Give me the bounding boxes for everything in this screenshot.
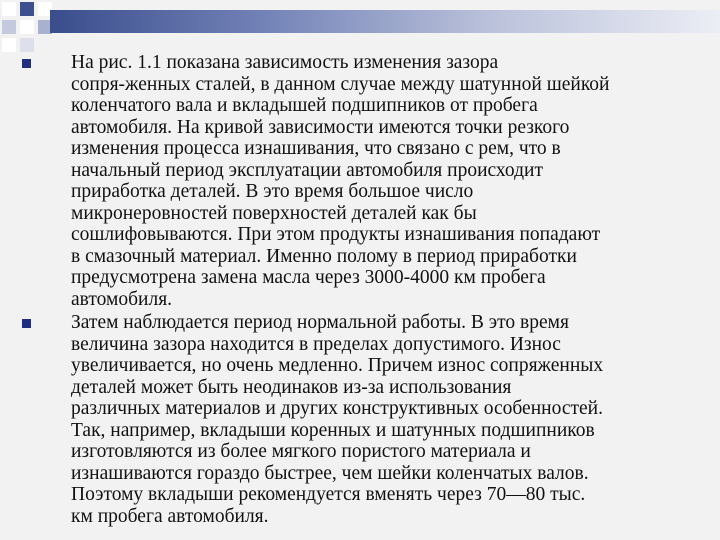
text-line: коленчатого вала и вкладышей подшипников от пробега (71, 95, 538, 116)
text-line: Поэтому вкладыши рекомендуется вменять через 70—80 тыс. (71, 484, 586, 505)
text-line: различных материалов и других конструктивных особенностей. (71, 398, 603, 419)
text-line: сопря-женных сталей, в данном случае между шатунной шейкой (71, 73, 610, 95)
text-line: предусмотрена замена масла через 3000-4000 км пробега (71, 267, 546, 288)
slide-content (22, 52, 702, 527)
title-bar-gradient (50, 10, 720, 33)
bullet-text-2 (71, 312, 693, 527)
square-bullet-icon (22, 319, 31, 328)
text-line: увеличивается, но очень медленно. Причем износ сопряженных (71, 355, 604, 376)
text-line: изготовляются из более мягкого пористого материала и (71, 441, 531, 462)
text-line: в смазочный материал. Именно полому в период приработки (71, 245, 577, 267)
text-line: км пробега автомобиля. (71, 505, 269, 527)
text-line: сошлифовываются. При этом продукты изнашивания попадают (71, 224, 601, 245)
text-line: изменения процесса изнашивания, что связано с рем, что в (71, 138, 561, 159)
bullet-item-1 (22, 52, 702, 310)
text-line: начальный период эксплуатации автомобиля происходит (71, 159, 543, 181)
bullet-item-2 (22, 312, 702, 527)
text-line: автомобиля. На кривой зависимости имеются точки резкого (71, 116, 570, 138)
text-line: величина зазора находится в пределах допустимого. Износ (71, 333, 561, 355)
text-line: изнашиваются гораздо быстрее, чем шейки коленчатых валов. (71, 462, 589, 484)
text-line: приработка деталей. В это время большое число (71, 181, 474, 202)
square-bullet-icon (22, 59, 31, 68)
text-line: микронеровностей поверхностей деталей как бы (71, 202, 477, 224)
text-line: Так, например, вкладыши коренных и шатунных подшипников (71, 419, 595, 441)
bullet-text-1 (71, 52, 693, 310)
text-line: Затем наблюдается период нормальной работы. В это время (71, 312, 569, 333)
text-line: На рис. 1.1 показана зависимость изменения зазора (71, 52, 499, 73)
text-line: деталей может быть неодинаков из-за использования (71, 376, 512, 398)
text-line: автомобиля. (71, 288, 173, 310)
